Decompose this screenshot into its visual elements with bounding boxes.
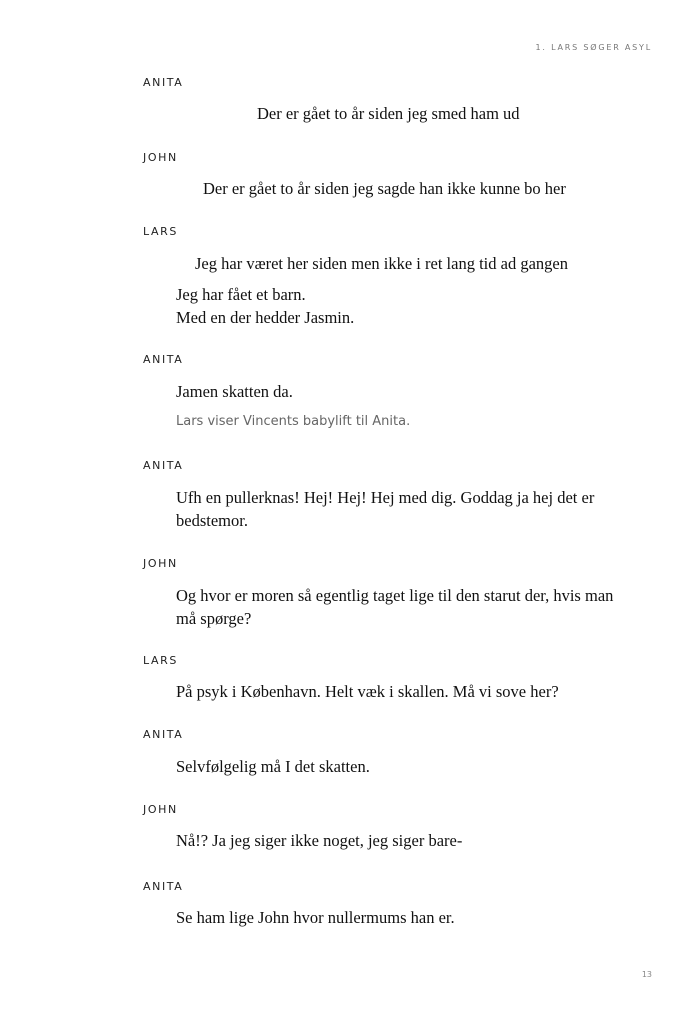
speaker-name: ANITA <box>143 76 184 89</box>
dialogue-line: Der er gået to år siden jeg sagde han ikke kunne bo her <box>203 179 566 198</box>
speaker-name: ANITA <box>143 880 184 893</box>
speaker-name: JOHN <box>143 151 178 164</box>
dialogue-line: Jeg har været her siden men ikke i ret lang tid ad gangen <box>195 254 568 273</box>
speaker-name: ANITA <box>143 728 184 741</box>
dialogue-line: Selvfølgelig må I det skatten. <box>176 757 370 776</box>
stage-direction: Lars viser Vincents babylift til Anita. <box>176 414 411 429</box>
running-head: 1. LARS SØGER ASYL <box>535 43 652 52</box>
speaker-name: JOHN <box>143 557 178 570</box>
dialogue-line: På psyk i København. Helt væk i skallen. Må vi sove her? <box>176 682 559 701</box>
speaker-name: LARS <box>143 654 178 667</box>
speaker-name: LARS <box>143 225 178 238</box>
dialogue-line: Jeg har fået et barn. <box>176 285 306 304</box>
dialogue-line: Jamen skatten da. <box>176 382 293 401</box>
dialogue-line: Med en der hedder Jasmin. <box>176 308 355 327</box>
dialogue-line: Der er gået to år siden jeg smed ham ud <box>257 104 520 123</box>
dialogue-line: Og hvor er moren så egentlig taget lige til den starut der, hvis man må spørge? <box>176 586 614 628</box>
dialogue-line: Nå!? Ja jeg siger ikke noget, jeg siger bare- <box>176 831 463 850</box>
speaker-name: ANITA <box>143 353 184 366</box>
speaker-name: ANITA <box>143 459 184 472</box>
speaker-name: JOHN <box>143 803 178 816</box>
page-number: 13 <box>641 970 652 979</box>
dialogue-line: Ufh en pullerknas! Hej! Hej! Hej med dig. Goddag ja hej det er bedstemor. <box>176 488 595 530</box>
dialogue-line: Se ham lige John hvor nullermums han er. <box>176 908 455 927</box>
